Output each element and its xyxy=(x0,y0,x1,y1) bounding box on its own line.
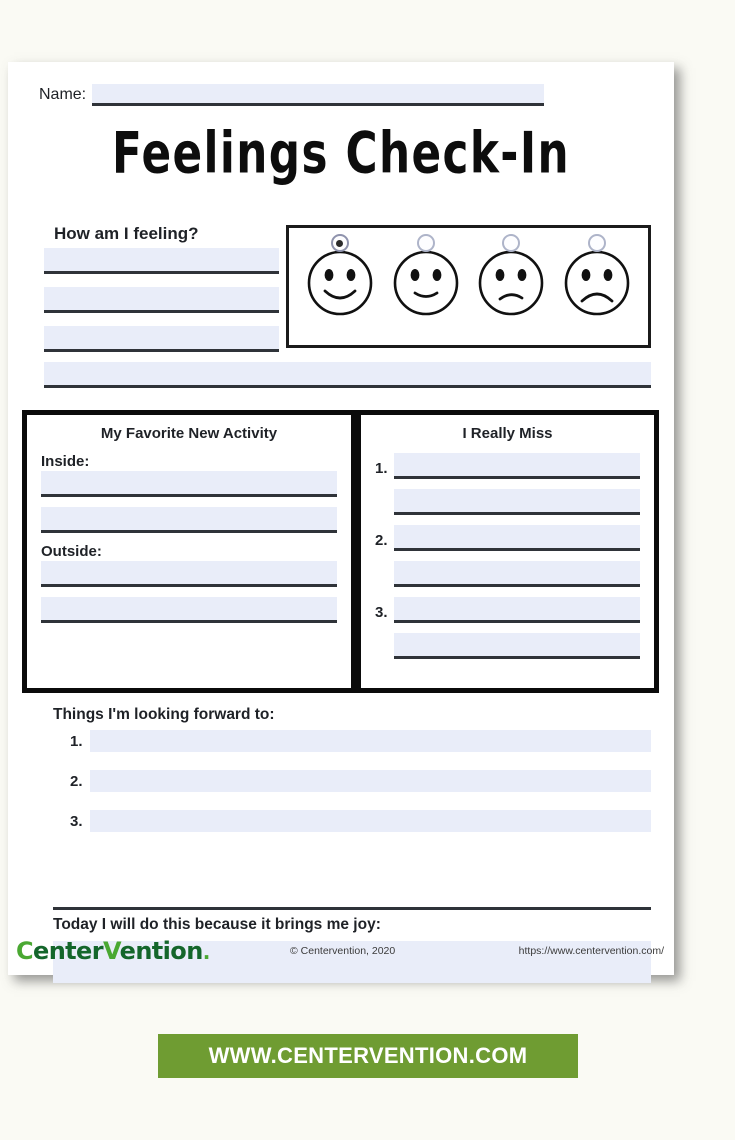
inside-line-2[interactable] xyxy=(41,507,337,533)
miss-item-2-input[interactable] xyxy=(394,525,640,551)
face-sad-icon xyxy=(561,243,633,319)
feeling-wide-line xyxy=(44,362,651,388)
i-really-miss-title: I Really Miss xyxy=(462,425,553,442)
feeling-answer-lines xyxy=(44,248,279,365)
logo-v: V xyxy=(102,937,120,965)
forward-item-2-input[interactable] xyxy=(90,770,651,792)
footer-url: https://www.centervention.com/ xyxy=(518,945,664,957)
mood-radio-sad[interactable] xyxy=(588,234,606,252)
forward-item-3 xyxy=(70,810,651,832)
face-happy-icon xyxy=(390,243,462,319)
joy-label: Today I will do this because it brings me joy: xyxy=(53,916,381,933)
mood-option-unhappy[interactable] xyxy=(472,234,550,319)
miss-item-3-number: 3. xyxy=(375,604,388,621)
centervention-logo xyxy=(16,937,210,965)
forward-item-2 xyxy=(70,770,651,792)
name-row xyxy=(39,84,544,106)
logo-ention: ention xyxy=(119,937,203,965)
copyright-text: © Centervention, 2020 xyxy=(290,945,396,957)
mood-option-sad[interactable] xyxy=(558,234,636,319)
looking-forward-list xyxy=(70,730,651,850)
worksheet-footer xyxy=(8,934,674,975)
forward-item-1 xyxy=(70,730,651,752)
outside-label: Outside: xyxy=(41,543,102,560)
miss-item-2 xyxy=(375,525,640,551)
miss-item-1-number: 1. xyxy=(375,460,388,477)
name-label: Name: xyxy=(39,86,87,103)
forward-item-2-number: 2. xyxy=(70,773,83,790)
inside-line-1[interactable] xyxy=(41,471,337,497)
outside-line-1[interactable] xyxy=(41,561,337,587)
forward-item-1-input[interactable] xyxy=(90,730,651,752)
worksheet-page xyxy=(8,62,674,975)
inside-label: Inside: xyxy=(41,453,90,470)
page-title: Feelings Check-In xyxy=(111,120,571,188)
face-very-happy-icon xyxy=(304,243,376,319)
feeling-line-3[interactable] xyxy=(44,326,279,352)
website-banner-text: WWW.CENTERVENTION.COM xyxy=(208,1043,528,1068)
forward-item-3-number: 3. xyxy=(70,813,83,830)
website-banner[interactable] xyxy=(158,1034,578,1078)
middle-boxes-row xyxy=(22,410,659,693)
miss-item-2-extra-line[interactable] xyxy=(394,561,640,587)
miss-item-1-input[interactable] xyxy=(394,453,640,479)
feeling-line-2[interactable] xyxy=(44,287,279,313)
forward-item-3-input[interactable] xyxy=(90,810,651,832)
miss-item-1 xyxy=(375,453,640,479)
looking-forward-label: Things I'm looking forward to: xyxy=(53,706,275,723)
miss-item-2-number: 2. xyxy=(375,532,388,549)
miss-item-3-extra-line[interactable] xyxy=(394,633,640,659)
i-really-miss-box xyxy=(356,410,659,693)
logo-enter: enter xyxy=(33,937,103,965)
mood-option-very-happy[interactable] xyxy=(301,234,379,319)
miss-item-3 xyxy=(375,597,640,623)
mood-option-happy[interactable] xyxy=(387,234,465,319)
joy-divider xyxy=(53,907,651,910)
name-input[interactable] xyxy=(92,84,544,106)
miss-item-1-extra-line[interactable] xyxy=(394,489,640,515)
favorite-activity-title: My Favorite New Activity xyxy=(100,425,278,442)
feeling-line-4[interactable] xyxy=(44,362,651,388)
favorite-activity-box xyxy=(22,410,356,693)
miss-item-3-input[interactable] xyxy=(394,597,640,623)
feeling-line-1[interactable] xyxy=(44,248,279,274)
logo-period: . xyxy=(202,940,210,964)
mood-faces-box xyxy=(286,225,651,348)
forward-item-1-number: 1. xyxy=(70,733,83,750)
mood-radio-very-happy[interactable] xyxy=(331,234,349,252)
face-unhappy-icon xyxy=(475,243,547,319)
logo-c: C xyxy=(16,937,34,965)
outside-line-2[interactable] xyxy=(41,597,337,623)
feeling-question-label: How am I feeling? xyxy=(54,224,199,243)
mood-radio-happy[interactable] xyxy=(417,234,435,252)
